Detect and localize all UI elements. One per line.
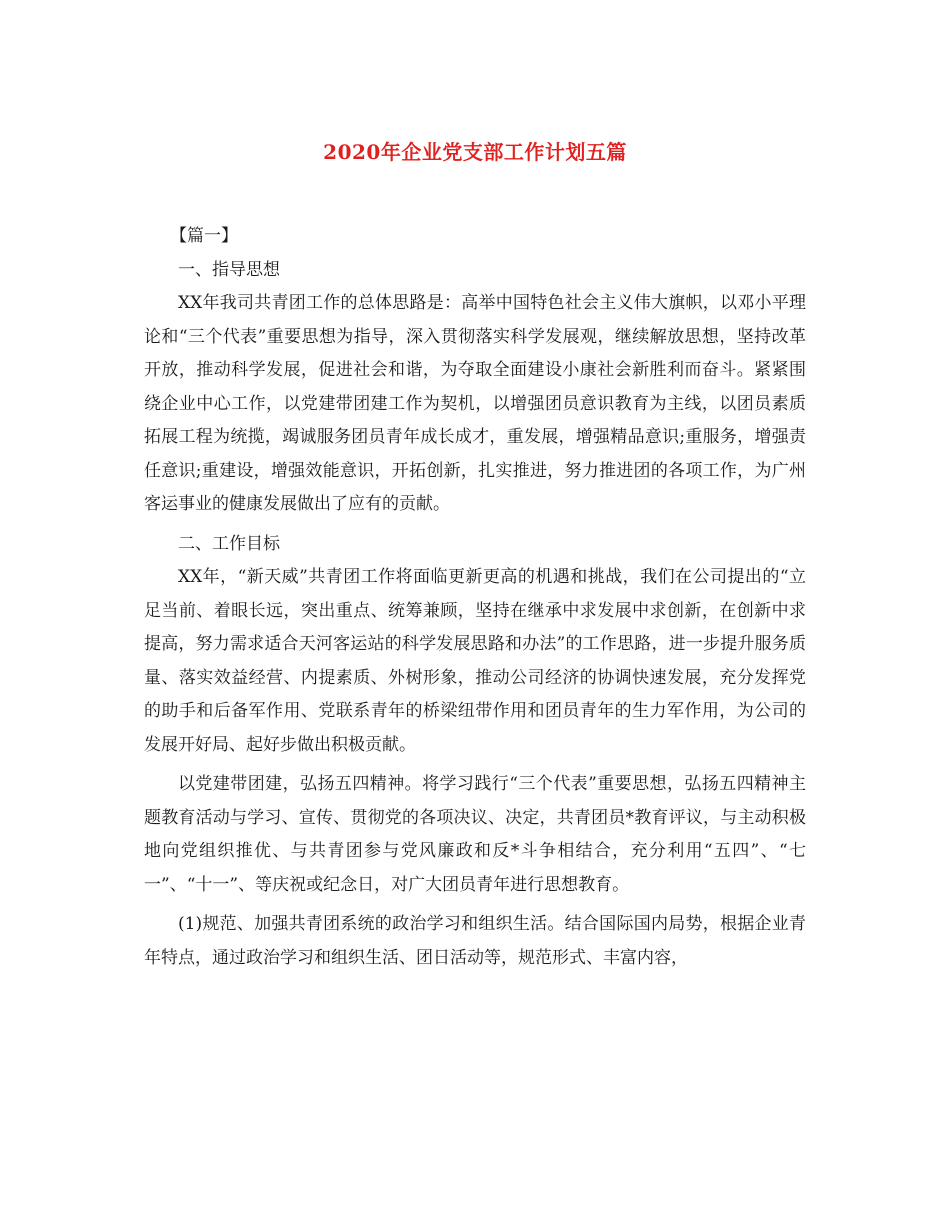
paragraph-guiding-ideology: XX年我司共青团工作的总体思路是：高举中国特色社会主义伟大旗帜，以邓小平理论和“三个代表”重要思想为指导，深入贯彻落实科学发展观，继续解放思想，坚持改革开放，推动科学发展，促进社会和谐，为夺取全面建设小康社会新胜利而奋斗。紧紧围绕企业中心工作，以党建带团建工作为契机，以增强团员意识教育为主线，以团员素质拓展工程为统揽，竭诚服务团员青年成长成才，重发展，增强精品意识;重服务，增强责任意识;重建设，增强效能意识，开拓创新，扎实推进，努力推进团的各项工作，为广州客运事业的健康发展做出了应有的贡献。 bbox=[144, 293, 806, 514]
heading-work-goals: 二、工作目标 bbox=[178, 533, 280, 554]
section-tag: 【篇一】 bbox=[170, 226, 238, 246]
paragraph-work-goals: XX年，“新天威”共青团工作将面临更新更高的机遇和挑战，我们在公司提出的“立足当前、着眼长远，突出重点、统筹兼顾，坚持在继承中求发展中求创新，在创新中求提高，努力需求适合天河客运站的科学发展思路和办法”的工作思路，进一步提升服务质量、落实效益经营、内提素质、外树形象，推动公司经济的协调快速发展，充分发挥党的助手和后备军作用、党联系青年的桥梁纽带作用和团员青年的生力军作用，为公司的发展开好局、起好步做出积极贡献。 bbox=[144, 567, 806, 755]
document-body bbox=[144, 220, 806, 981]
document-title: 2020年企业党支部工作计划五篇 bbox=[323, 140, 627, 164]
paragraph-party-building: 以党建带团建，弘扬五四精神。将学习践行“三个代表”重要思想，弘扬五四精神主题教育活动与学习、宣传、贯彻党的各项决议、决定，共青团员*教育评议，与主动积极地向党组织推优、与共青团参与党风廉政和反*斗争相结合，充分利用“五四”、“七一”、“十一”、等庆祝或纪念日，对广大团员青年进行思想教育。 bbox=[144, 774, 806, 895]
heading-guiding-ideology: 一、指导思想 bbox=[178, 259, 280, 280]
paragraph-political-study: (1)规范、加强共青团系统的政治学习和组织生活。结合国际国内局势，根据企业青年特点，通过政治学习和组织生活、团日活动等，规范形式、丰富内容， bbox=[144, 914, 806, 968]
